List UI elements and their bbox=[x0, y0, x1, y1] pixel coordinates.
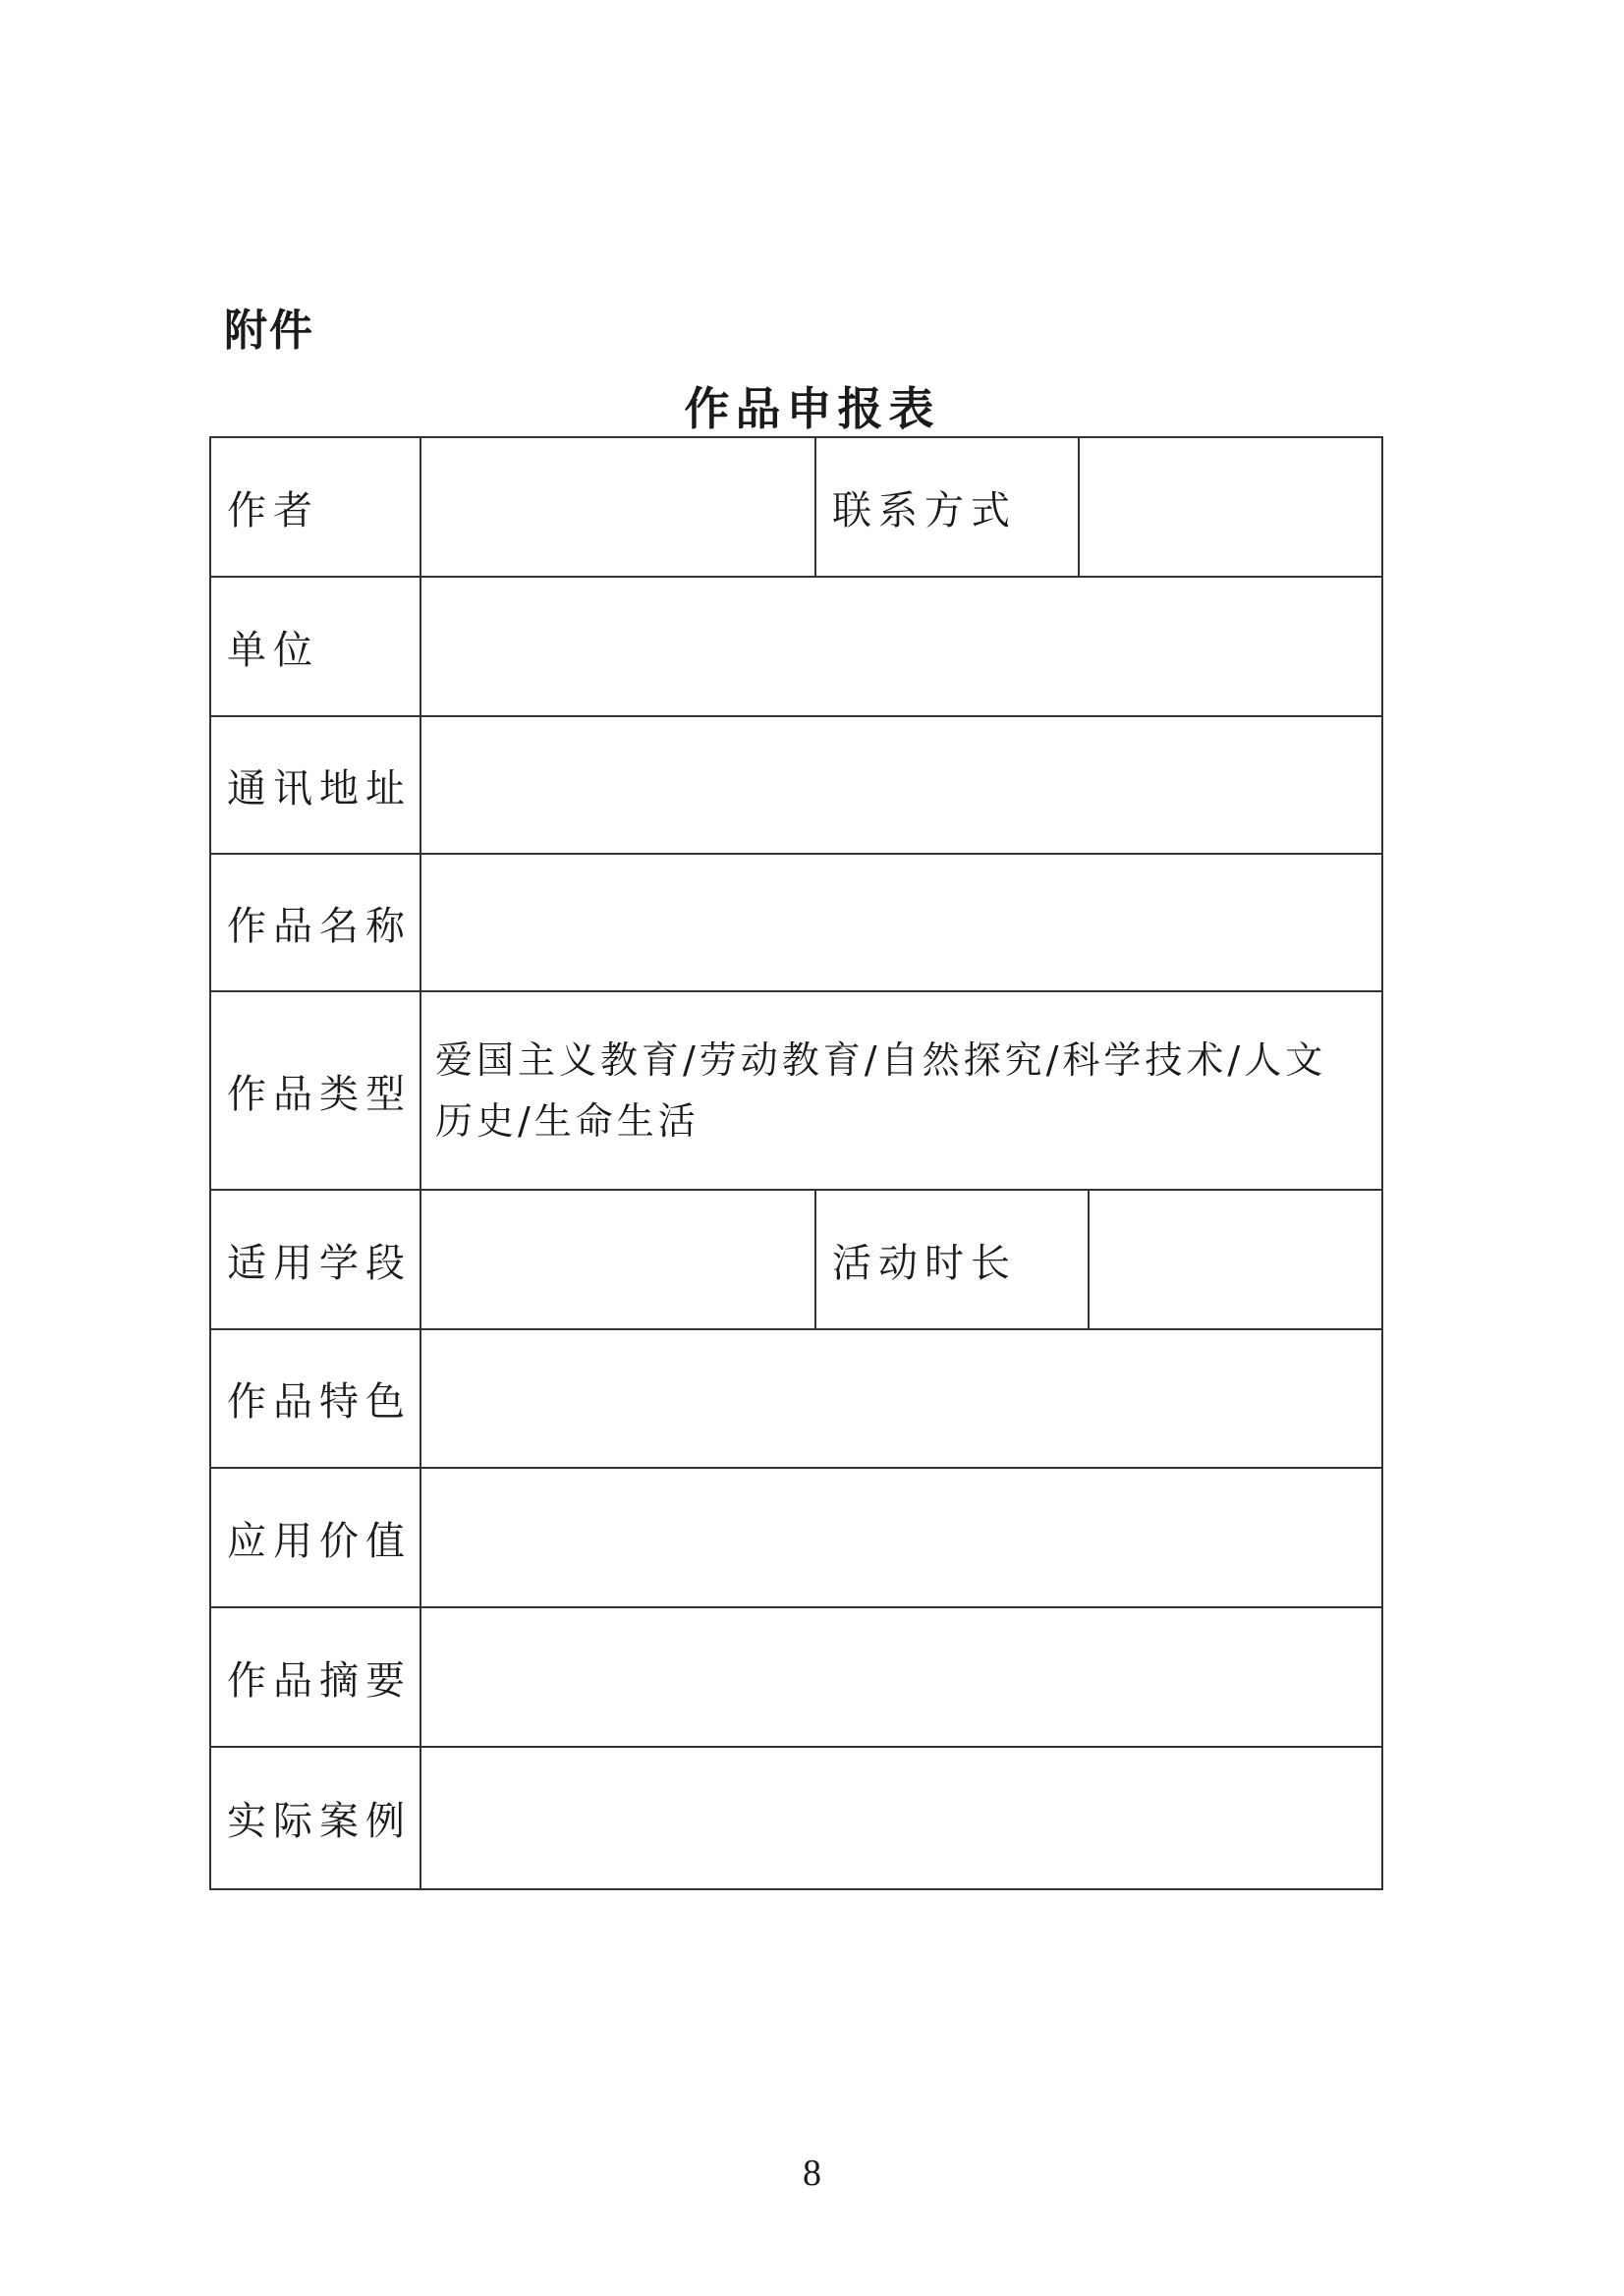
form-title: 作品申报表 bbox=[684, 382, 940, 435]
value-field[interactable] bbox=[420, 1469, 1383, 1606]
row-author bbox=[211, 438, 1381, 578]
unit-label: 单位 bbox=[227, 627, 319, 673]
row-address bbox=[211, 717, 1381, 855]
unit-field[interactable] bbox=[420, 578, 1383, 715]
abstract-label: 作品摘要 bbox=[227, 1657, 412, 1704]
work-name-field[interactable] bbox=[420, 855, 1383, 990]
application-form-table bbox=[209, 436, 1383, 1890]
contact-field[interactable] bbox=[1078, 438, 1383, 576]
feature-field[interactable] bbox=[420, 1330, 1383, 1467]
case-label: 实际案例 bbox=[227, 1799, 412, 1844]
work-name-label: 作品名称 bbox=[227, 903, 412, 949]
stage-field[interactable] bbox=[420, 1191, 816, 1328]
feature-label: 作品特色 bbox=[227, 1379, 412, 1425]
stage-label: 适用学段 bbox=[227, 1240, 412, 1286]
row-feature bbox=[211, 1330, 1381, 1469]
work-type-label: 作品类型 bbox=[227, 1071, 412, 1117]
row-value bbox=[211, 1469, 1381, 1608]
contact-label: 联系方式 bbox=[814, 438, 1080, 576]
row-work-name bbox=[211, 855, 1381, 992]
row-unit bbox=[211, 578, 1381, 717]
duration-label: 活动时长 bbox=[814, 1191, 1090, 1328]
abstract-field[interactable] bbox=[420, 1608, 1383, 1746]
value-label: 应用价值 bbox=[227, 1518, 412, 1564]
row-case bbox=[211, 1748, 1381, 1888]
address-field[interactable] bbox=[420, 717, 1383, 853]
case-field[interactable] bbox=[420, 1748, 1383, 1888]
attachment-label: 附件 bbox=[224, 306, 314, 356]
page-number: 8 bbox=[803, 2153, 821, 2194]
row-work-type bbox=[211, 992, 1381, 1191]
author-label: 作者 bbox=[227, 487, 319, 533]
duration-field[interactable] bbox=[1088, 1191, 1383, 1328]
address-label: 通讯地址 bbox=[227, 765, 412, 812]
work-type-options[interactable]: 爱国主义教育/劳动教育/自然探究/科学技术/人文历史/生命生活 bbox=[420, 992, 1383, 1189]
row-abstract bbox=[211, 1608, 1381, 1748]
row-stage-duration bbox=[211, 1191, 1381, 1330]
author-field[interactable] bbox=[420, 438, 816, 576]
